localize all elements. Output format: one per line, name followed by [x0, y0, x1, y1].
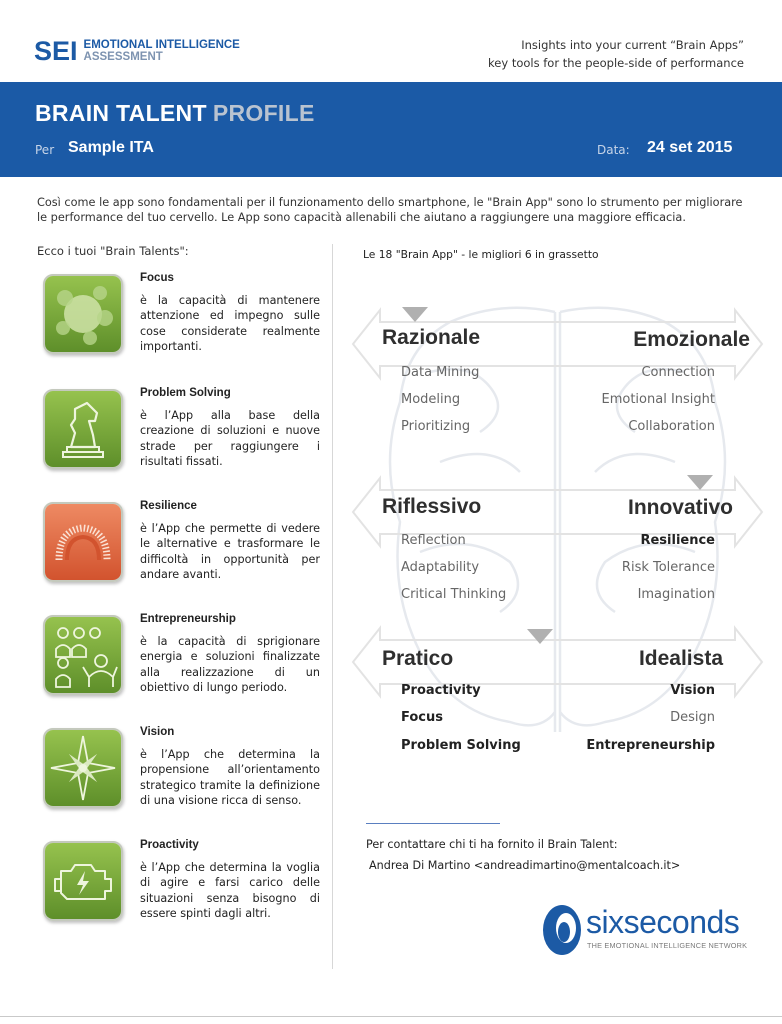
app-vision: Vision	[670, 683, 715, 698]
tagline	[488, 36, 744, 72]
report-date: 24 set 2015	[647, 139, 733, 156]
talent-name: Proactivity	[140, 839, 199, 851]
chess-knight-icon	[43, 389, 123, 469]
talent-desc: è l’App che determina la propensione all’orientamento strategico tramite la definizione di una visione ricca di senso.	[140, 748, 320, 807]
app-prioritizing: Prioritizing	[401, 419, 471, 434]
intro-text: Così come le app sono fondamentali per il funzionamento dello smartphone, le "Brain App" sono lo strumento per migliorare le performance del tuo cervello. Le App sono capacità allenabili che aiutano a raggiungere una maggiore efficacia.	[37, 196, 743, 224]
app-connection: Connection	[641, 365, 715, 380]
page-header	[0, 0, 782, 82]
contact-label: Per contattare chi ti ha fornito il Brain Talent:	[366, 838, 618, 851]
app-problem-solving: Problem Solving	[401, 738, 521, 753]
app-critical-thinking: Critical Thinking	[401, 587, 507, 602]
talent-desc: è l’App che determina la voglia di agire e farsi carico delle situazioni senza bisogno di essere spinti dagli altri.	[140, 861, 320, 920]
title-band	[0, 82, 782, 177]
compass-star-icon	[43, 728, 123, 808]
talent-desc: è la capacità di mantenere attenzione ed impegno sulle cose considerate realmente importanti.	[140, 294, 320, 353]
tagline-line-1: Insights into your current “Brain Apps”	[521, 38, 744, 52]
slinky-spring-icon	[43, 502, 123, 582]
tagline-line-2: key tools for the people-side of performance	[488, 56, 744, 70]
category-idealista: Idealista	[638, 647, 723, 670]
talent-name: Entrepreneurship	[140, 613, 236, 625]
marker-innovativo	[687, 475, 713, 490]
talent-name: Resilience	[140, 500, 197, 512]
engine-bolt-icon	[43, 841, 123, 921]
report-title-part-2: PROFILE	[212, 100, 315, 126]
category-pratico: Pratico	[382, 647, 454, 670]
app-entrepreneurship: Entrepreneurship	[586, 738, 715, 753]
marker-pratico	[527, 629, 553, 644]
logo-text	[84, 39, 240, 63]
sei-logo	[34, 37, 240, 65]
contact-person: Andrea Di Martino <andreadimartino@mentalcoach.it>	[369, 859, 681, 872]
category-razionale: Razionale	[382, 326, 481, 349]
app-design: Design	[670, 710, 715, 725]
sixseconds-mark-icon	[540, 902, 584, 958]
category-emozionale: Emozionale	[633, 328, 750, 351]
date-label: Data:	[597, 143, 630, 157]
logo-line-2: ASSESSMENT	[83, 51, 163, 63]
app-emotional-insight: Emotional Insight	[601, 392, 715, 407]
talent-name: Vision	[140, 726, 175, 738]
talent-desc: è la capacità di sprigionare energia e soluzioni finalizzate alla realizzazione di un obiettivo di lungo periodo.	[140, 635, 320, 694]
talent-desc: è l’App alla base della creazione di soluzioni e nuove strade per raggiungere i risultati fissati.	[140, 409, 320, 468]
report-title	[35, 100, 315, 127]
people-group-icon	[43, 615, 123, 695]
app-risk-tolerance: Risk Tolerance	[621, 560, 715, 575]
app-imagination: Imagination	[637, 587, 715, 602]
app-collaboration: Collaboration	[628, 419, 715, 434]
brand-subtitle: THE EMOTIONAL INTELLIGENCE NETWORK	[587, 941, 748, 950]
logo-mark: SEI	[34, 36, 78, 66]
app-reflection: Reflection	[401, 533, 466, 548]
focus-circles-icon	[43, 274, 123, 354]
brand-word: sixseconds	[586, 904, 740, 940]
sixseconds-logo	[540, 900, 755, 960]
report-title-part-1: BRAIN TALENT	[35, 100, 207, 126]
app-adaptability: Adaptability	[401, 560, 480, 575]
category-innovativo: Innovativo	[627, 496, 733, 519]
per-label: Per	[35, 143, 55, 157]
brain-apps-heading: Le 18 "Brain App" - le migliori 6 in grassetto	[363, 248, 599, 261]
contact-divider	[366, 823, 500, 824]
talent-name: Problem Solving	[140, 387, 231, 399]
app-focus: Focus	[401, 710, 443, 725]
column-divider	[332, 244, 333, 969]
app-resilience: Resilience	[640, 533, 715, 548]
talents-heading: Ecco i tuoi "Brain Talents":	[37, 244, 189, 258]
category-riflessivo: Riflessivo	[382, 495, 482, 518]
footer-rule	[0, 1016, 782, 1017]
person-name: Sample ITA	[68, 139, 154, 156]
app-modeling: Modeling	[401, 392, 461, 407]
brain-apps-map	[350, 292, 765, 772]
talent-desc: è l’App che permette di vedere le alternative e trasformare le difficoltà in opportunità per andare avanti.	[140, 522, 320, 581]
app-data-mining: Data Mining	[401, 365, 480, 380]
talent-name: Focus	[140, 272, 174, 284]
marker-razionale	[402, 307, 428, 322]
brain-background	[350, 292, 765, 772]
logo-line-1: EMOTIONAL INTELLIGENCE	[83, 39, 240, 51]
app-proactivity: Proactivity	[401, 683, 481, 698]
